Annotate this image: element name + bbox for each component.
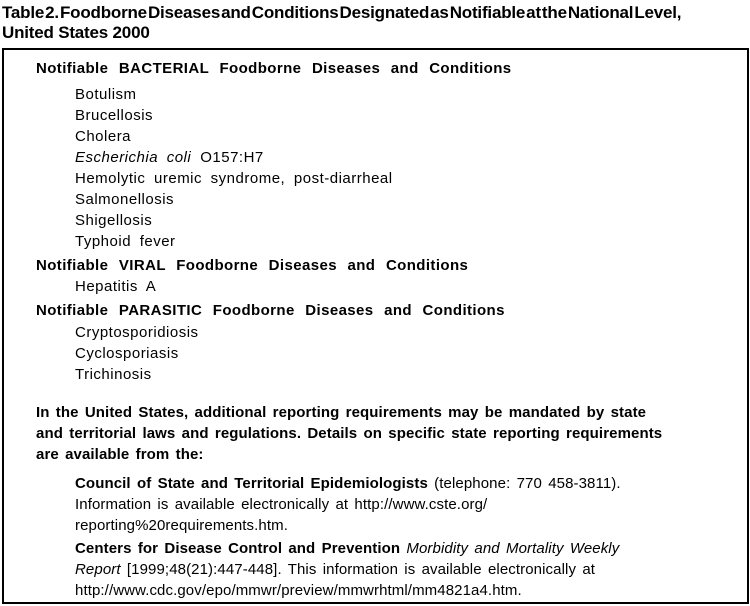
table-title-line2: United States 2000 <box>2 23 150 42</box>
cste-org-name: Council of State and Territorial Epidemiologists <box>75 475 428 492</box>
cste-line2: Information is available electronically at http://www.cste.org/ <box>75 496 488 513</box>
cste-line1 <box>75 473 747 494</box>
cdc-line1 <box>75 538 747 559</box>
disease-item-salmonellosis: Salmonellosis <box>75 191 175 208</box>
table-box <box>2 48 749 604</box>
disease-item-trichinosis: Trichinosis <box>75 366 152 383</box>
disease-item-hemolytic-uremic: Hemolytic uremic syndrome, post-diarrheal <box>75 170 393 187</box>
disease-item-brucellosis: Brucellosis <box>75 107 154 124</box>
mmwr-title-italic-part2: Report <box>75 561 121 578</box>
ecoli-serotype: O157:H7 <box>200 149 264 166</box>
disease-item-cryptosporidiosis: Cryptosporidiosis <box>75 324 199 341</box>
state-reporting-note <box>4 402 747 465</box>
mmwr-title-italic-part1: Morbidity and Mortality Weekly <box>406 540 620 557</box>
cdc-url-line: http://www.cdc.gov/epo/mmwr/preview/mmwrhtml/mm4821a4.htm. <box>75 582 522 599</box>
note-line1: In the United States, additional reporting requirements may be mandated by state <box>36 404 647 421</box>
disease-item-cholera: Cholera <box>75 128 132 145</box>
cdc-citation: [1999;48(21):447-448]. This information is available electronically at <box>120 561 596 578</box>
cdc-reference <box>4 538 747 601</box>
section-header-bacterial: Notifiable BACTERIAL Foodborne Diseases and Conditions <box>36 60 512 77</box>
table-title <box>0 0 750 43</box>
disease-item-shigellosis: Shigellosis <box>75 212 153 229</box>
cdc-line2 <box>75 559 747 580</box>
disease-item-botulism: Botulism <box>75 86 137 103</box>
disease-item-typhoid-fever: Typhoid fever <box>75 233 176 250</box>
note-line2: and territorial laws and regulations. Details on specific state reporting requirements <box>36 425 663 442</box>
section-header-parasitic: Notifiable PARASITIC Foodborne Diseases and Conditions <box>36 302 505 319</box>
disease-item-hepatitis-a: Hepatitis A <box>75 278 157 295</box>
cste-reference <box>4 473 747 536</box>
ecoli-species-italic: Escherichia coli <box>75 149 192 166</box>
cste-telephone: (telephone: 770 458-3811). <box>427 475 621 492</box>
table-title-line1: Table 2. Foodborne Diseases and Conditions Designated as Notifiable at the National Level, <box>2 3 682 22</box>
section-header-viral: Notifiable VIRAL Foodborne Diseases and Conditions <box>36 257 469 274</box>
disease-item-cyclosporiasis: Cyclosporiasis <box>75 345 179 362</box>
note-line3: are available from the: <box>36 446 204 463</box>
cdc-org-name: Centers for Disease Control and Prevention <box>75 540 407 557</box>
disease-item-ecoli <box>4 147 747 168</box>
cste-url-line: reporting%20requirements.htm. <box>75 517 289 534</box>
